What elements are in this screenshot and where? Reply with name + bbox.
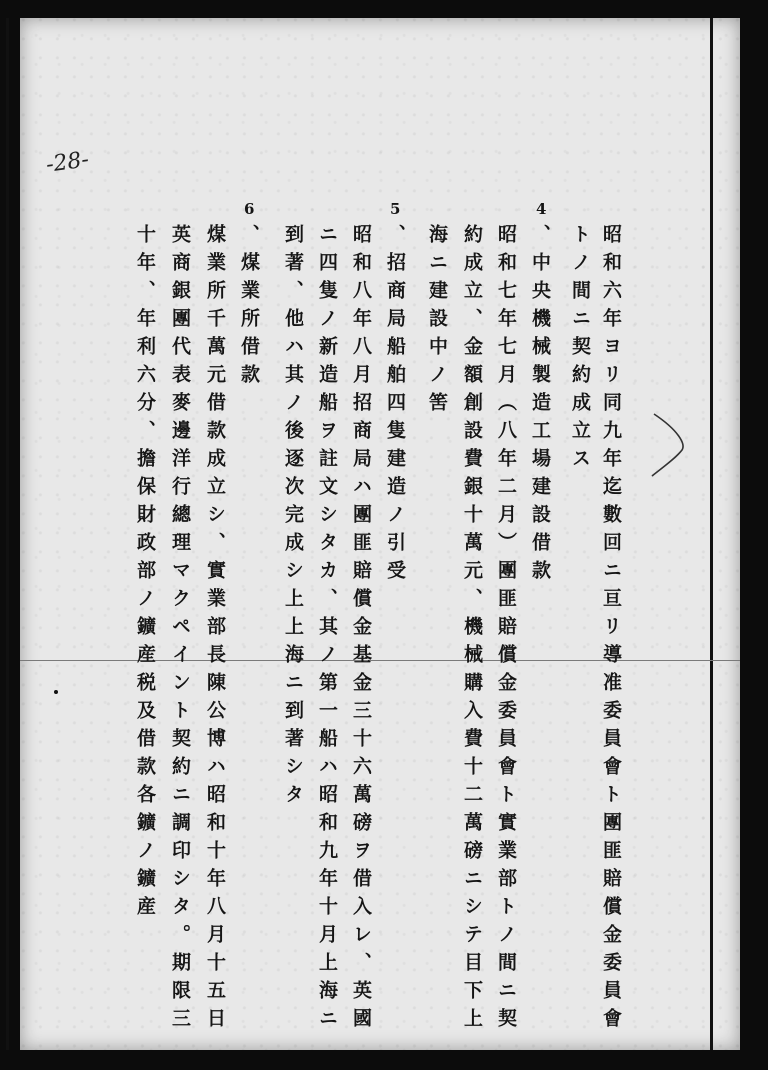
pencil-bracket-mark [648, 410, 688, 480]
text-column-14: 十年、年利六分、擔保財政部ノ鑛産税及借款各鑛ノ鑛産 [134, 224, 156, 924]
text-column-6: 海ニ建設中ノ筈 [426, 224, 448, 420]
text-column-11: 、煤業所借款 [238, 224, 260, 392]
text-column-4: 昭和七年七月（八年二月）團匪賠償金委員會ト實業部トノ間ニ契 [495, 224, 517, 1036]
text-column-13: 英商銀團代表麥邊洋行總理マクペイント契約ニ調印シタ。期限三 [169, 224, 191, 1036]
text-column-10: 到著、他ハ其ノ後逐次完成シ上上海ニ到著シタ [282, 224, 304, 812]
text-column-2: トノ間ニ契約成立ス [569, 224, 591, 476]
text-column-3: 、中央機械製造工場建設借款 [529, 224, 551, 588]
section-number-5: 5 [390, 200, 401, 218]
right-edge-line [710, 18, 713, 1050]
text-column-1: 昭和六年ヨリ同九年迄數回ニ亘リ導准委員會ト團匪賠償金委員會 [600, 224, 622, 1036]
left-edge-line [6, 18, 9, 1050]
page-number: -28- [44, 147, 91, 178]
fold-line [20, 660, 740, 661]
text-column-8: 昭和八年八月招商局ハ團匪賠償金基金三十六萬磅ヲ借入レ、英國 [350, 224, 372, 1036]
text-column-12: 煤業所千萬元借款成立シ、實業部長陳公博ハ昭和十年八月十五日 [204, 224, 226, 1036]
section-number-4: 4 [536, 200, 547, 218]
ink-speck [54, 690, 58, 694]
text-column-9: ニ四隻ノ新造船ヲ註文シタカ、其ノ第一船ハ昭和九年十月上海ニ [316, 224, 338, 1036]
text-column-7: 、招商局船舶四隻建造ノ引受 [384, 224, 406, 588]
text-column-5: 約成立、金額創設費銀十萬元、機械購入費十二萬磅ニシテ目下上 [461, 224, 483, 1036]
section-number-6: 6 [244, 200, 255, 218]
document-page [20, 18, 740, 1050]
